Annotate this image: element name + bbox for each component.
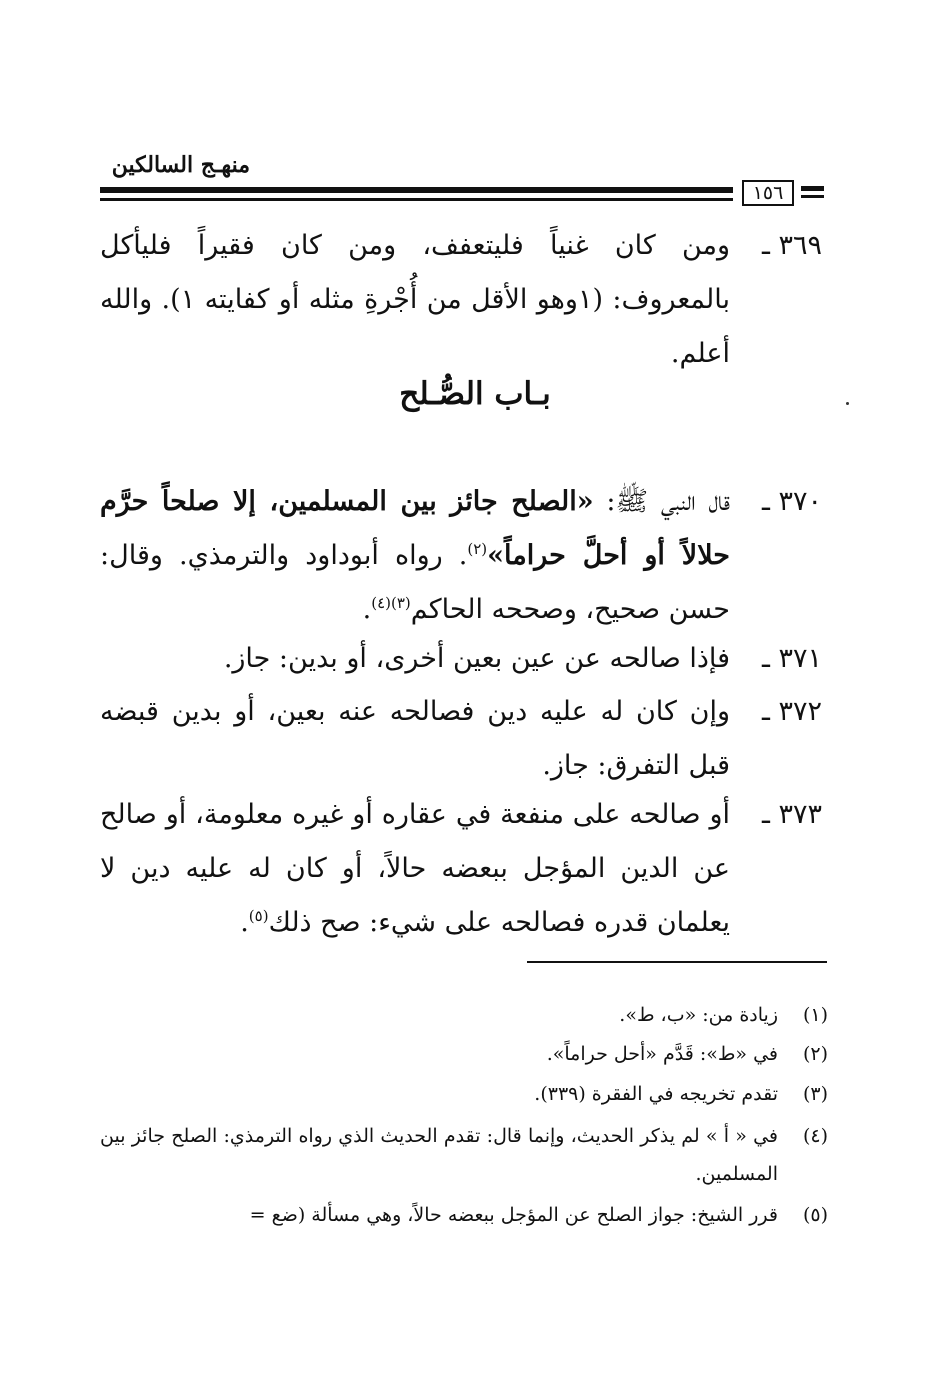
header-rule-thin [100,198,733,201]
footnote-number: (٢) [802,1043,828,1065]
paragraph-371 [100,632,822,686]
paragraph-373 [100,788,822,950]
footnote-ref: (٢) [467,540,488,558]
footnote-text: تقدم تخريجه في الفقرة (٣٣٩). [534,1083,778,1105]
inserted-text: (١وهو الأقل من أُجْرةِ مثله أو كفايته ١) [170,284,603,315]
footnote-number: (١) [802,1004,828,1026]
hadith-quote: «الصلح جائز بين المسلمين، إلا صلحاً حرَّم حلالاً أو أحلَّ حراماً» [100,486,730,571]
paragraph-number: ٣٦٩ ـ [761,230,822,261]
footnote-number: (٥) [802,1204,828,1226]
paragraph-end: . والله أعلم. [100,284,730,369]
paragraph-text: فإذا صالحه عن عين بعين أخرى، أو بدين: جاز. [223,643,730,674]
paragraph-text [100,475,730,637]
header-rule-right-thick [801,186,824,191]
section-title: بـاب الصُّـلح [399,376,551,412]
footnote-ref: (٥) [248,907,269,925]
paragraph-number: ٣٧٠ ـ [761,486,822,517]
footnote-ref: (٣)(٤) [371,594,411,612]
paragraph-body: ومن كان غنياً فليتعفف، ومن كان فقيراً فليأكل بالمعروف: [100,230,730,315]
page-number: ١٥٦ [742,180,794,206]
paragraph-body: أو صالحه على منفعة في عقاره أو غيره معلومة، أو صالح عن الدين المؤجل ببعضه حالاً، أو كان له عليه دين لا يعلمان قدره فصالحه على شيء: صح ذلك [100,799,730,938]
footnote-3 [100,1075,828,1113]
footnote-2 [100,1035,828,1073]
stray-mark [846,402,849,405]
footnote-text: في « أ » لم يذكر الحديث، وإنما قال: تقدم الحديث الذي رواه الترمذي: الصلح جائز بين المسلمين. [100,1125,778,1185]
footnote-5 [100,1196,828,1234]
paragraph-number: ٣٧٣ ـ [761,799,822,830]
paragraph-372 [100,685,822,793]
footnote-text: زيادة من: «ب، ط». [619,1004,778,1026]
footnote-separator [527,961,827,963]
footnote-text: في «ط»: قَدَّم «أحل حراماً». [546,1043,778,1065]
paragraph-text [100,219,730,381]
running-title: منهـج السالكين [111,152,250,178]
footnote-1 [100,996,828,1034]
footnote-number: (٣) [802,1083,828,1105]
paragraph-370 [100,475,822,637]
paragraph-number: ٣٧١ ـ [761,643,822,674]
paragraph-body: قال النبي ﷺ: [593,486,730,517]
paragraph-369 [100,219,822,381]
header-rule-thick [100,187,733,193]
paragraph-end: . [240,907,249,938]
paragraph-body: . رواه أبوداود والترمذي. وقال: حسن صحيح، وصححه الحاكم [100,540,730,625]
paragraph-number: ٣٧٢ ـ [761,696,822,727]
header-rule-right-thin [801,195,824,198]
footnote-number: (٤) [802,1125,828,1147]
paragraph-text [100,788,730,950]
footnote-text: قرر الشيخ: جواز الصلح عن المؤجل ببعضه حالاً، وهي مسألة (ضع = [249,1204,778,1226]
paragraph-text: وإن كان له عليه دين فصالحه عنه بعين، أو بدين قبضه قبل التفرق: جاز. [100,696,730,781]
paragraph-end: . [362,594,372,625]
footnote-4 [100,1117,828,1193]
